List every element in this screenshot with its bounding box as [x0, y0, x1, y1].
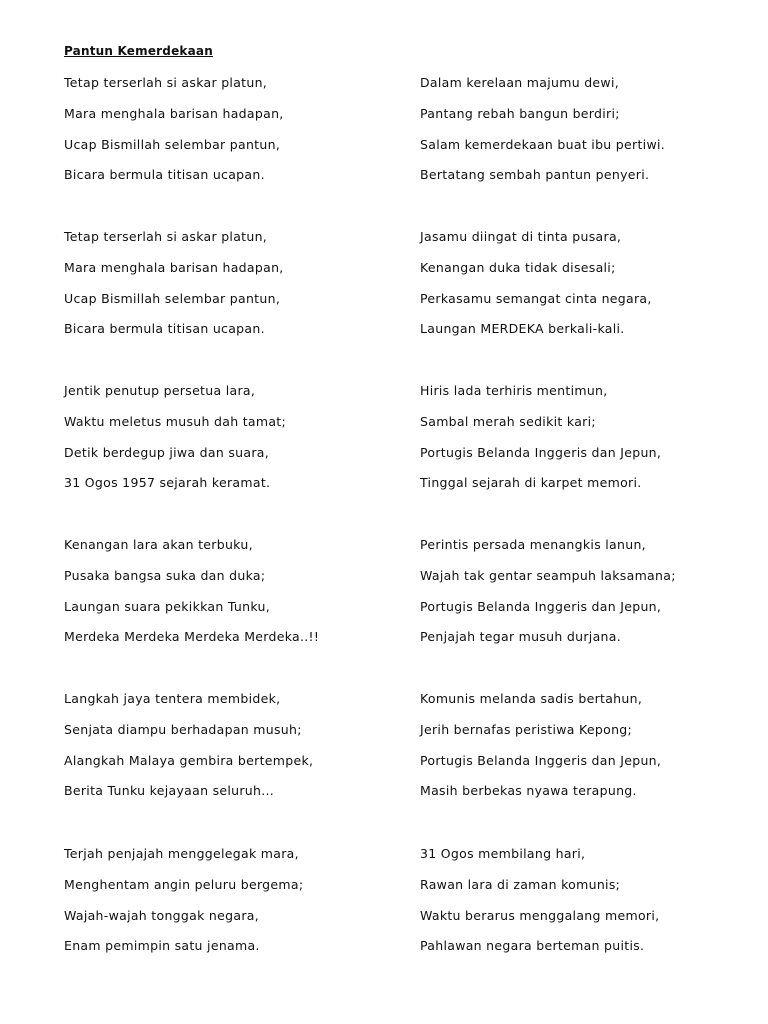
stanza-6-right [420, 839, 760, 962]
verse-line: Alangkah Malaya gembira bertempek, [64, 752, 314, 768]
verse-line: Hiris lada terhiris mentimun, [420, 383, 608, 398]
verse-line: Bertatang sembah pantun penyeri. [420, 167, 650, 183]
verse-line: Detik berdegup jiwa dan suara, [64, 444, 269, 460]
verse-line: Ucap Bismillah selembar pantun, [64, 136, 281, 152]
stanza-4-left [64, 530, 404, 653]
stanza-3-left [64, 376, 404, 499]
verse-line: Pantang rebah bangun berdiri; [420, 105, 620, 121]
verse-line: Kenangan lara akan terbuku, [64, 537, 253, 552]
stanza-4-right [420, 530, 760, 653]
stanza-3-right [420, 376, 760, 499]
verse-line: Salam kemerdekaan buat ibu pertiwi. [420, 136, 666, 152]
verse-line: Berita Tunku kejayaan seluruh... [64, 783, 275, 799]
verse-line: Mara menghala barisan hadapan, [64, 105, 284, 121]
verse-line: Merdeka Merdeka Merdeka Merdeka..!! [64, 629, 320, 645]
stanza-2-right [420, 222, 760, 345]
verse-line: Jasamu diingat di tinta pusara, [420, 229, 622, 244]
verse-line: Bicara bermula titisan ucapan. [64, 321, 265, 337]
verse-line: Masih berbekas nyawa terapung. [420, 783, 637, 799]
verse-line: Tetap terserlah si askar platun, [64, 229, 268, 244]
verse-line: Kenangan duka tidak disesali; [420, 259, 616, 275]
stanza-1-right [420, 68, 760, 191]
verse-line: Jentik penutup persetua lara, [64, 383, 256, 398]
verse-line: Waktu berarus menggalang memori, [420, 907, 660, 923]
verse-line: Laungan MERDEKA berkali-kali. [420, 321, 625, 337]
verse-line: Laungan suara pekikkan Tunku, [64, 598, 271, 614]
verse-line: Rawan lara di zaman komunis; [420, 876, 621, 892]
verse-line: Perkasamu semangat cinta negara, [420, 290, 652, 306]
verse-line: Dalam kerelaan majumu dewi, [420, 75, 619, 90]
verse-line: Tetap terserlah si askar platun, [64, 75, 268, 90]
verse-line: Mara menghala barisan hadapan, [64, 259, 284, 275]
verse-line: Portugis Belanda Inggeris dan Jepun, [420, 444, 662, 460]
stanza-5-right [420, 684, 760, 807]
verse-line: Perintis persada menangkis lanun, [420, 537, 646, 552]
verse-line: Tinggal sejarah di karpet memori. [420, 475, 642, 491]
verse-line: Portugis Belanda Inggeris dan Jepun, [420, 752, 662, 768]
verse-line: Menghentam angin peluru bergema; [64, 876, 304, 892]
verse-line: Penjajah tegar musuh durjana. [420, 629, 621, 645]
verse-line: Pahlawan negara berteman puitis. [420, 938, 645, 954]
verse-line: Komunis melanda sadis bertahun, [420, 691, 643, 706]
verse-line: Pusaka bangsa suka dan duka; [64, 567, 266, 583]
verse-line: Senjata diampu berhadapan musuh; [64, 721, 302, 737]
verse-line: Bicara bermula titisan ucapan. [64, 167, 265, 183]
verse-line: 31 Ogos membilang hari, [420, 846, 586, 861]
verse-line: Wajah tak gentar seampuh laksamana; [420, 567, 676, 583]
verse-line: Jerih bernafas peristiwa Kepong; [420, 721, 633, 737]
stanza-5-left [64, 684, 404, 807]
verse-line: Enam pemimpin satu jenama. [64, 938, 260, 954]
verse-line: Waktu meletus musuh dah tamat; [64, 413, 287, 429]
document-title: Pantun Kemerdekaan [64, 44, 213, 58]
stanza-2-left [64, 222, 404, 345]
verse-line: Sambal merah sedikit kari; [420, 413, 596, 429]
stanza-1-left [64, 68, 404, 191]
verse-line: Terjah penjajah menggelegak mara, [64, 846, 299, 861]
verse-line: 31 Ogos 1957 sejarah keramat. [64, 475, 271, 491]
verse-line: Wajah-wajah tonggak negara, [64, 907, 259, 923]
verse-line: Portugis Belanda Inggeris dan Jepun, [420, 598, 662, 614]
stanza-6-left [64, 839, 404, 962]
verse-line: Langkah jaya tentera membidek, [64, 691, 281, 706]
verse-line: Ucap Bismillah selembar pantun, [64, 290, 281, 306]
